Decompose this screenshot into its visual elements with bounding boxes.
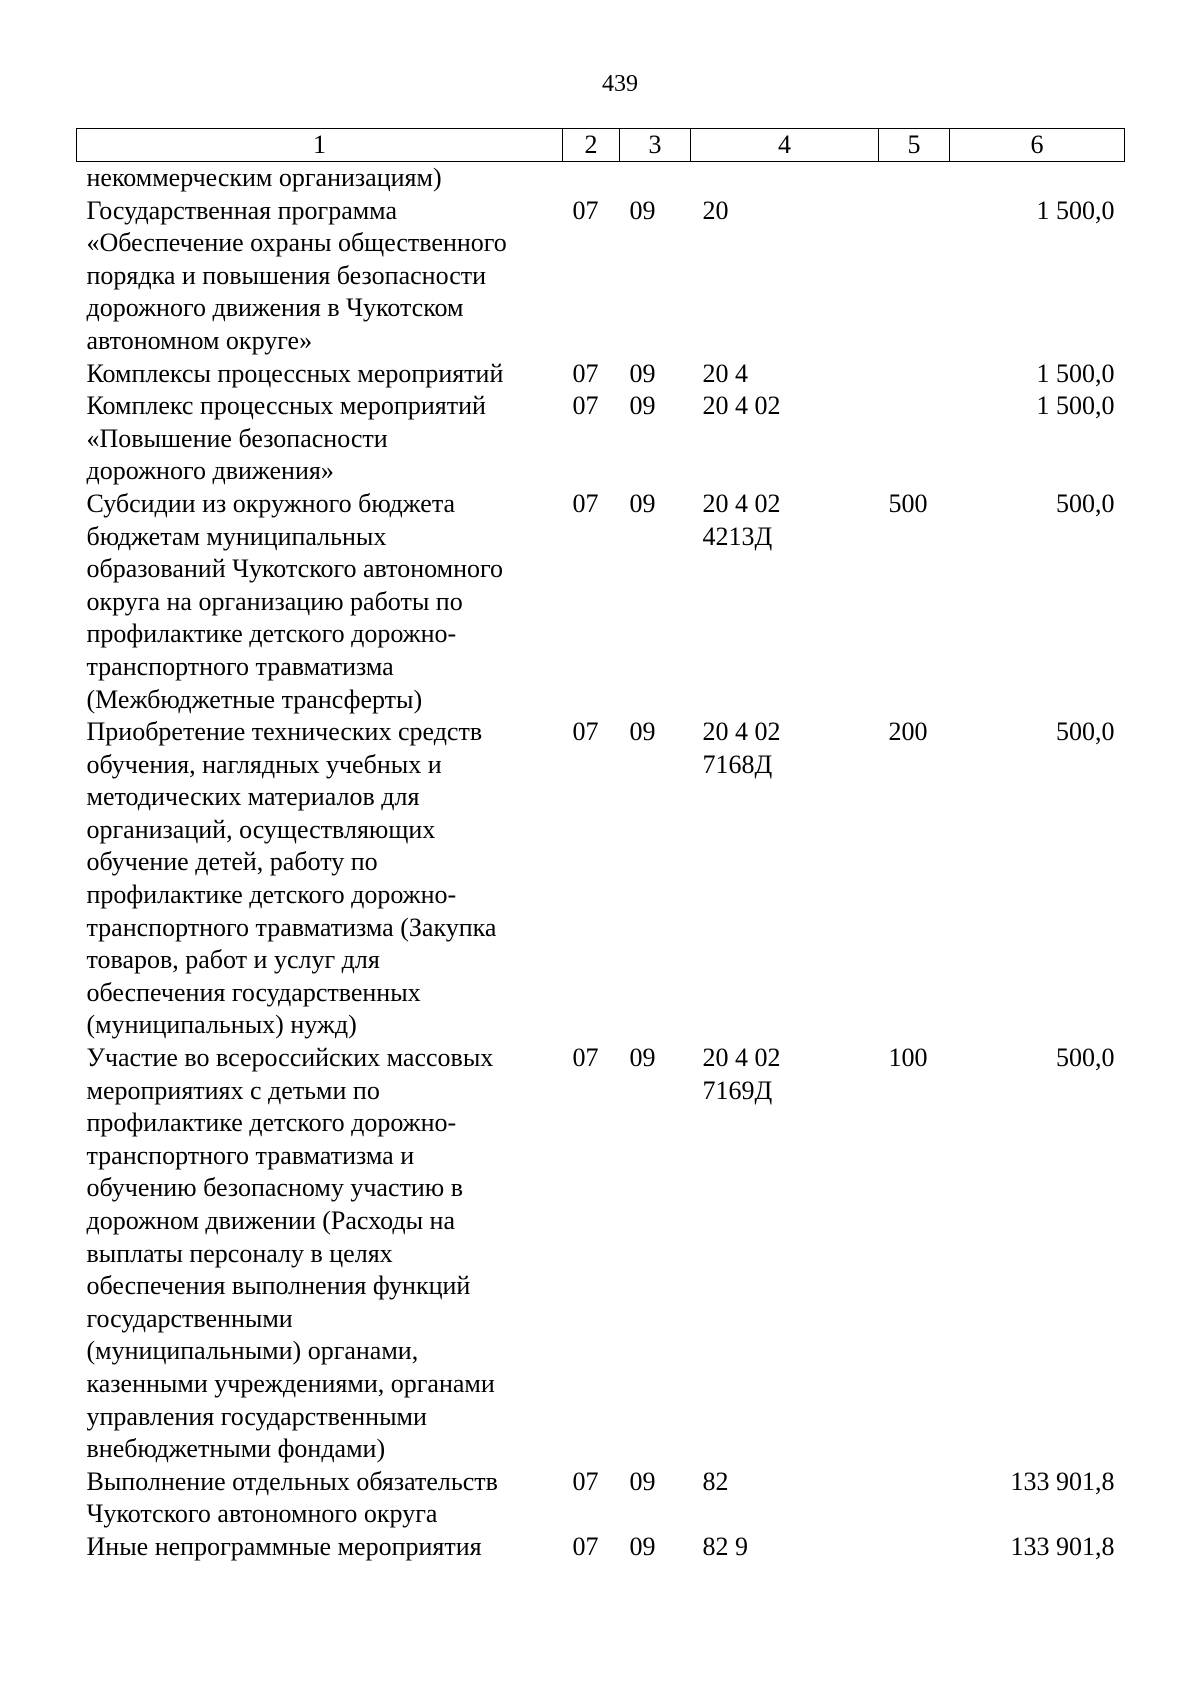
row-amount: 133 901,8 [1010,1531,1115,1561]
row-section: 07 [572,1531,599,1561]
row-section: 07 [572,358,599,388]
row-subsection: 09 [629,391,656,421]
row-amount: 500,0 [1056,1043,1115,1073]
row-amount: 1 500,0 [1036,195,1115,225]
row-amount: 1 500,0 [1036,391,1115,421]
row-subsection: 09 [629,1043,656,1073]
row-amount: 500,0 [1056,717,1115,747]
row-expense-type [879,162,950,195]
row-target-code: 82 [702,1466,729,1496]
row-target-code: 20 [702,195,729,225]
row-section: 07 [572,391,599,421]
row-name: Участие во всероссийских массовых мероприятиях с детьми по профилактике детского дорожно- транспортного травматизма и обучению безопасному участию в дорожном движении (Расходы на выплаты персоналу в целях обеспечения выполнения функций государственными (муниципальными) органами, казенными учреждениями, органами управления государственными внебюджетными фондами) [86,1043,495,1464]
header-col-4: 4 [691,129,879,162]
row-expense-type [879,390,950,488]
row-name: Комплекс процессных мероприятий «Повышение безопасности дорожного движения» [86,391,486,486]
row-target-code: 82 9 [702,1531,748,1561]
row-name: некоммерческим организациям) [86,163,442,192]
table-row [77,1466,1125,1531]
row-name: Приобретение технических средств обучения, наглядных учебных и методических материалов для организаций, осуществляющих обучение детей, работу по профилактике детского дорожно- транспортного травматизма (Закупка товаров, работ и услуг для обеспечения государственных (муниципальных) нужд) [86,717,497,1040]
table-row [77,488,1125,716]
row-target-code [691,162,879,195]
row-name: Субсидии из окружного бюджета бюджетам муниципальных образований Чукотского автономного округа на организацию работы по профилактике детского дорожно- транспортного травматизма (Межбюджетные трансферты) [86,488,504,714]
row-target-code: 20 4 02 [702,391,781,421]
row-name: Иные непрограммные мероприятия [86,1531,482,1561]
row-amount [950,162,1125,195]
row-subsection: 09 [629,717,656,747]
page-number: 439 [602,71,638,97]
row-section: 07 [572,1043,599,1073]
row-amount: 133 901,8 [1010,1466,1115,1496]
budget-table [76,128,1125,1564]
row-subsection: 09 [629,1466,656,1496]
table-row [77,390,1125,488]
row-section: 07 [572,195,599,225]
table-row [77,162,1125,195]
row-section: 07 [572,1466,599,1496]
row-name: Государственная программа «Обеспечение охраны общественного порядка и повышения безопасности дорожного движения в Чукотском автономном округе» [86,195,507,355]
row-expense-type [879,358,950,391]
row-target-code: 20 4 02 7169Д [702,1043,781,1105]
row-section: 07 [572,717,599,747]
row-expense-type [879,1531,950,1564]
row-amount: 500,0 [1056,488,1115,518]
header-col-6: 6 [950,129,1125,162]
header-col-2: 2 [563,129,620,162]
row-expense-type [879,195,950,358]
row-expense-type: 100 [888,1043,928,1073]
table-row [77,716,1125,1042]
table-row [77,1042,1125,1466]
row-section [563,162,620,195]
row-subsection: 09 [629,488,656,518]
row-expense-type [879,1466,950,1531]
table-body [77,162,1125,1564]
row-section: 07 [572,488,599,518]
table-row [77,358,1125,391]
table-row [77,1531,1125,1564]
header-col-3: 3 [620,129,691,162]
row-subsection: 09 [629,358,656,388]
row-subsection: 09 [629,1531,656,1561]
row-expense-type: 200 [888,717,928,747]
header-col-5: 5 [879,129,950,162]
row-amount: 1 500,0 [1036,358,1115,388]
row-target-code: 20 4 02 7168Д [702,717,781,779]
row-name: Комплексы процессных мероприятий [86,358,504,388]
row-target-code: 20 4 02 4213Д [702,488,781,551]
row-name: Выполнение отдельных обязательств Чукотского автономного округа [86,1466,498,1529]
row-subsection: 09 [629,195,656,225]
row-subsection [620,162,691,195]
table-row [77,195,1125,358]
table-header [77,129,1125,162]
header-row [77,129,1125,162]
row-target-code: 20 4 [702,358,748,388]
row-expense-type: 500 [888,488,928,518]
header-col-1: 1 [77,129,563,162]
